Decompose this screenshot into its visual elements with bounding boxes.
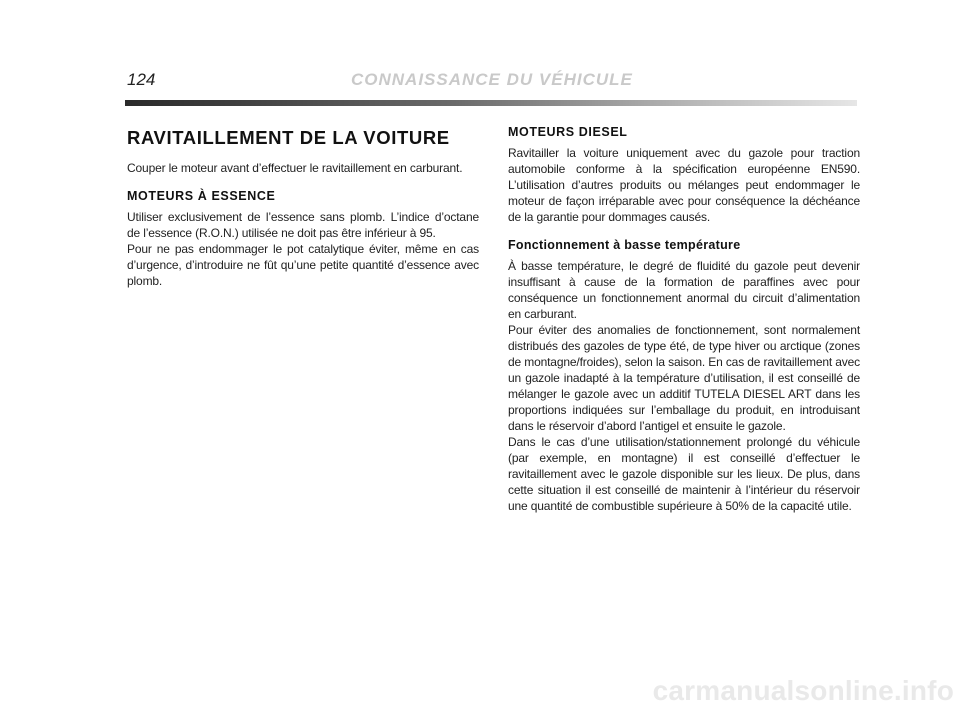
intro-paragraph: Couper le moteur avant d’effectuer le ravitaillement en carburant.: [127, 161, 463, 175]
low-temperature-paragraph-2: Pour éviter des anomalies de fonctionnement, sont normalement distribués des gazoles de type été, de type hiver ou arctique (zones de montagne/froides), selon la saison. En cas de ravitaillement avec un gazole inadapté à la température d’utilisation, il est conseillé de mélanger le gazole avec un additif TUTELA DIESEL ART dans les proportions indiquées sur l’emballage du produit, en introduisant dans le réservoir d’abord l’antigel et ensuite le gazole.: [508, 323, 860, 433]
low-temperature-heading: Fonctionnement à basse température: [508, 238, 741, 252]
watermark: carmanualsonline.info: [652, 675, 954, 706]
page-number: 124: [127, 70, 156, 89]
header-rule: [125, 100, 857, 106]
page-header: [127, 70, 857, 100]
low-temperature-paragraph-1: À basse température, le degré de fluidité du gazole peut devenir insuffisant à cause de la formation de paraffines avec pour conséquence un fonctionnement anormal du circuit d’alimentation en carburant.: [508, 259, 860, 321]
petrol-paragraph-2: Pour ne pas endommager le pot catalytique éviter, même en cas d’urgence, d’introduire ne fût qu’une petite quantité d’essence avec plomb.: [127, 242, 479, 288]
left-column: [127, 124, 479, 289]
section-title: RAVITAILLEMENT DE LA VOITURE: [127, 127, 450, 148]
running-title: CONNAISSANCE DU VÉHICULE: [351, 70, 633, 89]
diesel-paragraph: Ravitailler la voiture uniquement avec du gazole pour traction automobile conforme à la spécification européenne EN590. L’utilisation d’autres produits ou mélanges peut endommager le moteur de façon irréparable avec pour conséquence la déchéance de la garantie pour dommages causés.: [508, 146, 860, 224]
right-column: [508, 124, 860, 514]
diesel-heading: MOTEURS DIESEL: [508, 125, 628, 139]
low-temperature-paragraph-3: Dans le cas d’une utilisation/stationnement prolongé du véhicule (par exemple, en montagne) il est conseillé d’effectuer le ravitaillement avec le gazole disponible sur les lieux. De plus, dans cette situation il est conseillé de maintenir à l’intérieur du réservoir une quantité de combustible supérieure à 50% de la capacité utile.: [508, 435, 860, 513]
petrol-heading: MOTEURS À ESSENCE: [127, 189, 276, 203]
petrol-paragraph-1: Utiliser exclusivement de l’essence sans plomb. L’indice d’octane de l’essence (R.O.N.) utilisée ne doit pas être inférieur à 95.: [127, 210, 479, 240]
